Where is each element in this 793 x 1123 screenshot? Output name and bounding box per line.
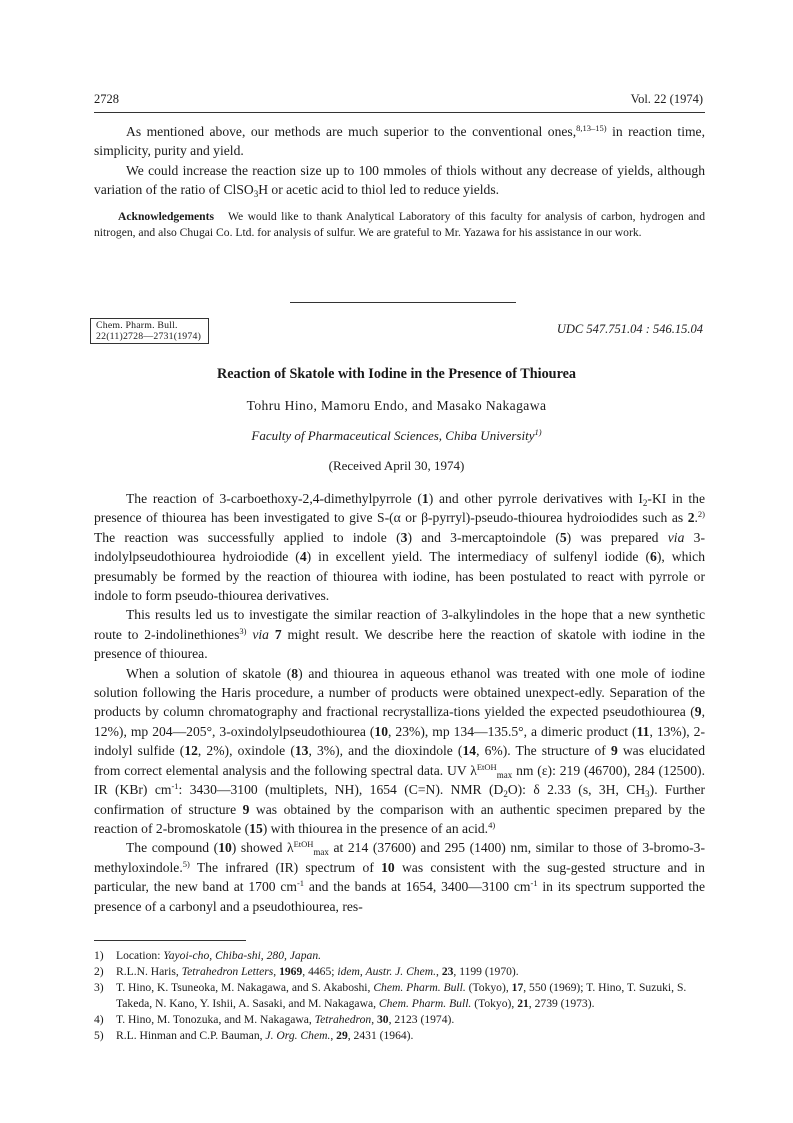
footnote-rule [94,940,246,941]
body-paragraph: The reaction of 3-carboethoxy-2,4-dimethylpyrrole (1) and other pyrrole derivatives with $I_2-KI$ in the presence of thiourea has been investigated to give S-(α or β-pyrryl)-pseudo-thiourea hydroiodides such as 2.$^{2)}$ The reaction was successfully applied to indole (3) and 3-mercaptoindole (5) was prepared via 3-indolylpseudothiourea hydroiodide (4) in excellent yield. The intermediacy of sulfenyl iodide (6), which presumably be formed by the reaction of thiourea with iodine, has been postulated to react with pyrrole or indole to form pseudo-thiourea derivatives. [94,491,705,604]
citation-journal: Chem. Pharm. Bull. [96,320,178,331]
citation-box [90,318,209,344]
citation-pages: 22(11)2728—2731(1974) [96,331,202,342]
footnote-text: T. Hino, K. Tsuneoka, M. Nakagawa, and S. Akaboshi, Chem. Pharm. Bull. (Tokyo), 17, 550 (1969); T. Hino, T. Suzuki, S. Takeda, N. Kano, Y. Ishii, A. Sasaki, and M. Nakagawa, Chem. Pharm. Bull. (Tokyo), 21, 2739 (1973). [116,981,687,1010]
received-date: (Received April 30, 1974) [328,458,465,473]
footnote-number: 3) [94,981,104,994]
continued-text [94,122,705,200]
acknowledgements-text: We would like to thank Analytical Laboratory of this faculty for analysis of carbon, hydrogen and nitrogen, and also Chugai Co. Ltd. for analysis of sulfur. We are grateful to Mr. Yazawa for his assistance in our work. [94,210,705,240]
footnote-text: R.L.N. Haris, Tetrahedron Letters, 1969, 4465; idem, Austr. J. Chem., 23, 1199 (1970). [116,965,519,978]
footnote-number: 1) [94,949,104,962]
footnote [94,1012,705,1028]
footnote-text: R.L. Hinman and C.P. Bauman, J. Org. Chem., 29, 2431 (1964). [116,1029,414,1042]
section-divider [290,302,516,303]
article-body [94,489,705,916]
running-header [94,90,703,108]
continued-paragraph: We could increase the reaction size up to 100 mmoles of thiols without any decrease of yields, although variation of the ratio of ClSO$_3$H or acetic acid to thiol led to reduce yields. [94,162,705,200]
footnote-text: Location: Yayoi-cho, Chiba-shi, 280, Japan. [116,949,322,962]
footnote [94,964,705,980]
header-rule [94,112,705,113]
acknowledgements-title: Acknowledgements [118,210,214,223]
footnote [94,980,705,1012]
page-number: 2728 [94,92,119,106]
body-paragraph: This results led us to investigate the similar reaction of 3-alkylindoles in the hope that a new synthetic route to 2-indolinethiones$^{3)}$ via 7 might result. We describe here the reaction of skatole with iodine in the presence of thiourea. [94,607,705,662]
article-authors: Tohru Hino, Mamoru Endo, and Masako Nakagawa [246,398,547,413]
acknowledgements [94,209,705,242]
footnote [94,948,705,964]
footnotes [94,948,705,1044]
body-paragraph: The compound (10) showed $\lambda^{EtOH}_{max}$ at 214 (37600) and 295 (1400) nm, similar to those of 3-bromo-3-methyloxindole.$^{5)}$ The infrared (IR) spectrum of 10 was consistent with the sug-gested structure and in particular, the new band at 1700 $cm^{-1}$ and the bands at 1654, 3400—3100 $cm^{-1}$ in its spectrum supported the presence of a carbonyl and a pseudothiourea, res- [94,839,705,914]
footnote-text: T. Hino, M. Tonozuka, and M. Nakagawa, Tetrahedron, 30, 2123 (1974). [116,1013,455,1026]
footnote [94,1028,705,1044]
footnote-number: 5) [94,1029,104,1042]
continued-paragraph: As mentioned above, our methods are much superior to the conventional ones,$^{8,13-15)}$ in reaction time, simplicity, purity and yield. [94,123,705,159]
body-paragraph: When a solution of skatole (8) and thiourea in aqueous ethanol was treated with one mole of iodine solution following the Haris procedure, a number of products were obtained unexpect-edly. Separation of the products by column chromatography and fractional recrystalliza-tions yielded the expected pseudothiourea (9, 12%), mp 204—205°, 3-oxindolylpseudothiourea (10, 23%), mp 134—135.5°, a dimeric product (11, 13%), 2-indolyl sulfide (12, 2%), oxindole (13, 3%), and the dioxindole (14, 6%). The structure of 9 was elucidated from correct elemental analysis and the following spectral data. UV $\lambda^{EtOH}_{max}$ nm (ε): 219 (46700), 284 (12500). IR (KBr) $cm^{-1}$: 3430—3100 (multiplets, NH), 1654 (C=N). NMR $(D_2O)$: δ 2.33 (s, 3H, $CH_3$). Further confirmation of structure 9 was obtained by the comparison with an authentic specimen prepared by the reaction of 2-bromoskatole (15) with thiourea in the presence of an acid.$^{4)}$ [94,665,705,836]
footnote-number: 2) [94,965,104,978]
article-title: Reaction of Skatole with Iodine in the Presence of Thiourea [216,366,577,382]
footnote-number: 4) [94,1013,104,1026]
volume-label: Vol. 22 (1974) [630,92,703,106]
udc-code: UDC 547.751.04 : 546.15.04 [556,322,703,336]
article-affiliation: Faculty of Pharmaceutical Sciences, Chiba University$^{1)}$ [251,427,542,443]
